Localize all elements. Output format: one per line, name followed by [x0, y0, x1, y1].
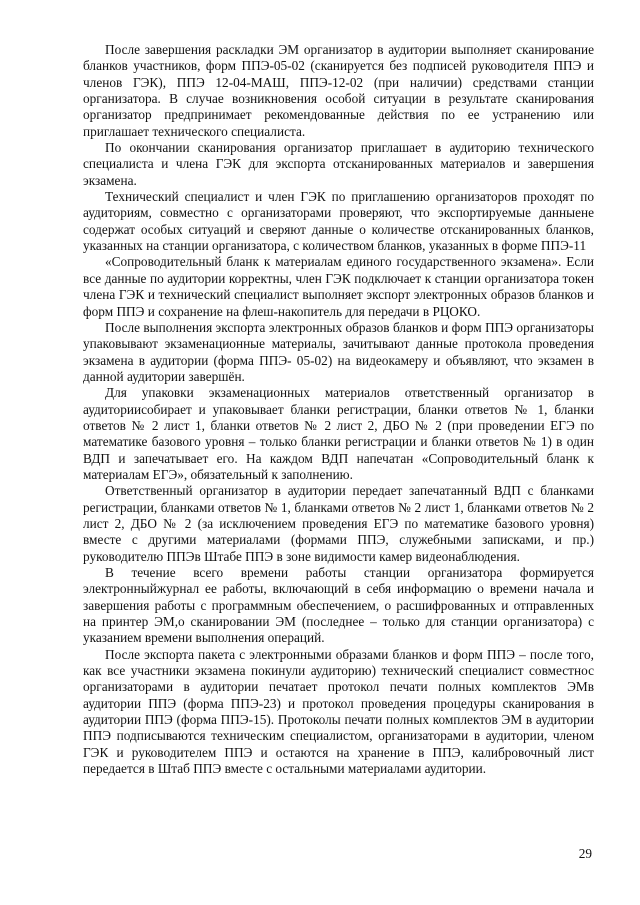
- paragraph-vdp-packaging: Для упаковки экзаменационных материалов ответственный организатор в аудиториисобирает и упаковывает бланки регистрации, бланки ответов № 1, бланки ответов № 2 лист 1, бланки ответов № 2 лист 2, ДБО № 2 (при проведении ЕГЭ по математике базового уровня – только бланки регистрации и бланки ответов № 1) в один ВДП и запечатывает его. На каждом ВДП напечатан «Сопроводительный бланк к материалам ЕГЭ», обязательный к заполнению.: [83, 385, 594, 482]
- paragraph-electronic-journal: В течение всего времени работы станции организатора формируется электронныйжурнал ее работы, включающий в себя информацию о времени начала и завершения работы с программным обеспечением, о расшифрованных и отправленных на принтер ЭМ,о сканировании ЭМ (последнее – только для станции организатора) с указанием времени выполнения операций.: [83, 565, 594, 646]
- paragraph-invite-specialist: По окончании сканирования организатор приглашает в аудиторию технического специалиста и члена ГЭК для экспорта отсканированных материалов и завершения экзамена.: [83, 140, 594, 188]
- page-number: 29: [578, 846, 592, 861]
- paragraph-packaging-protocol: После выполнения экспорта электронных образов бланков и форм ППЭ организаторы упаковывают экзаменационные материалы, зачитывают данные протокола проведения экзамена в аудитории (форма ППЭ- 05-02) на видеокамеру и объявляют, что экзамен в данной аудитории завершён.: [83, 319, 594, 384]
- paragraph-scanning: После завершения раскладки ЭМ организатор в аудитории выполняет сканирование бланков участников, форм ППЭ-05-02 (сканируется без подписей руководителя ППЭ и членов ГЭК), ППЭ 12-04-МАШ, ППЭ-12-02 (при наличии) средствами станции организатора. В случае возникновения особой ситуации в результате сканирования организатор предпринимает рекомендованные действия по ее устранению или приглашает технического специалиста.: [83, 42, 594, 139]
- paragraph-handover: Ответственный организатор в аудитории передает запечатанный ВДП с бланками регистрации, бланками ответов № 1, бланками ответов № 2 лист 1, бланками ответов № 2 лист 2, ДБО № 2 (за исключением проведения ЕГЭ по математике базового уровня) вместе с другими материалами (формами ППЭ, служебными записками, и пр.) руководителю ППЭв Штабе ППЭ в зоне видимости камер видеонаблюдения.: [83, 483, 594, 564]
- paragraph-verification: Технический специалист и член ГЭК по приглашению организаторов проходят по аудиториям, совместно с организаторами проверяют, что экспортируемые данныене содержат особых ситуаций и сверяют данные о количестве отсканированных бланков, указанных на станции организатора, с количеством бланков, указанных в форме ППЭ-11: [83, 189, 594, 254]
- paragraph-print-protocols: После экспорта пакета с электронными образами бланков и форм ППЭ – после того, как все участники экзамена покинули аудиторию) технический специалист совместнос организаторами в аудитории печатает протокол печати полных комплектов ЭМв аудитории ППЭ (форма ППЭ-23) и протокол проведения процедуры сканирования в аудитории ППЭ (форма ППЭ-15). Протоколы печати полных комплектов ЭМ в аудитории ППЭ подписываются техническим специалистом, организаторами в аудитории, членом ГЭК и руководителем ППЭ и остаются на хранение в ППЭ, калибровочный лист передается в Штаб ППЭ вместе с остальными материалами аудитории.: [83, 646, 594, 777]
- paragraph-export: «Сопроводительный бланк к материалам единого государственного экзамена». Если все данные по аудитории корректны, член ГЭК подключает к станции организатора токен члена ГЭК и технический специалист выполняет экспорт электронных образов бланков и форм ППЭ и сохранение на флеш-накопитель для передачи в РЦОКО.: [83, 254, 594, 319]
- document-body: [83, 42, 594, 777]
